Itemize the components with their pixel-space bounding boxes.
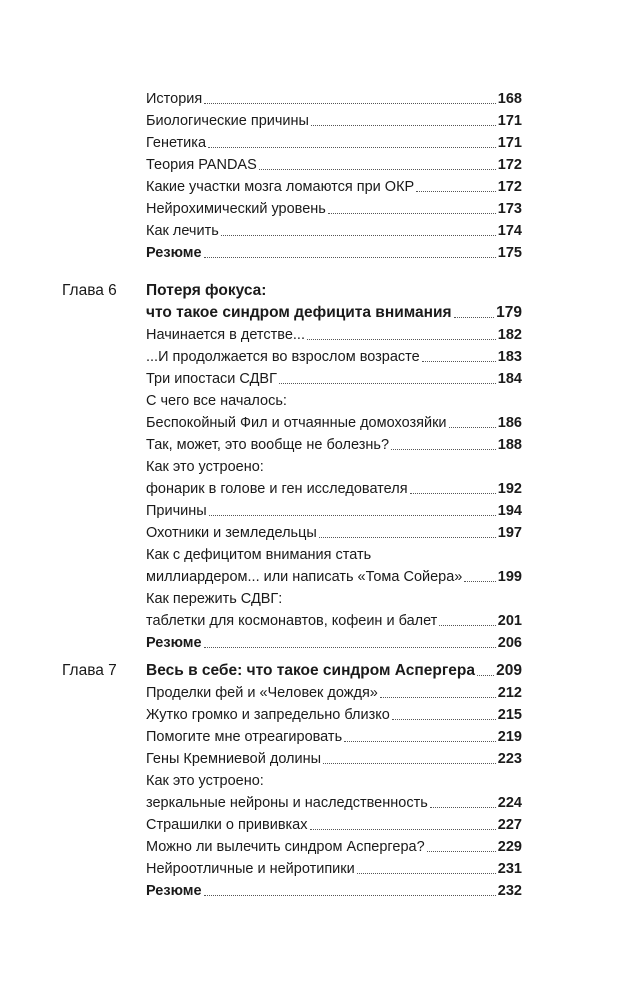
entry-title: Какие участки мозга ломаются при ОКР	[146, 179, 415, 195]
toc-entry	[146, 608, 522, 630]
entry-title: фонарик в голове и ген исследователя	[146, 481, 408, 497]
entry-page: 168	[497, 91, 522, 107]
entry-title: Как лечить	[146, 223, 219, 239]
entry-page: 209	[496, 662, 522, 679]
toc-entry	[146, 790, 522, 812]
toc-entry	[146, 702, 522, 724]
entry-title: Страшилки о прививках	[146, 817, 308, 833]
entry-title: Можно ли вылечить синдром Аспергера?	[146, 839, 425, 855]
entry-title: Так, может, это вообще не болезнь?	[146, 437, 390, 453]
dot-leader	[357, 873, 496, 874]
entry-title: Резюме	[146, 635, 202, 651]
entry-page: 227	[497, 817, 522, 833]
entry-title: Жутко громко и запредельно близко	[146, 707, 390, 723]
dot-leader	[221, 235, 496, 236]
entry-title: Охотники и земледельцы	[146, 525, 317, 541]
dot-leader	[464, 581, 495, 582]
toc-entry	[146, 130, 522, 152]
entry-title: Как это устроено:	[146, 459, 264, 475]
toc-entry	[146, 174, 522, 196]
toc-entry	[146, 388, 522, 410]
toc-entry	[146, 856, 522, 878]
entry-page: 215	[497, 707, 522, 723]
dot-leader	[391, 449, 496, 450]
dot-leader	[328, 213, 496, 214]
toc-entry	[146, 152, 522, 174]
entry-page: 171	[497, 113, 522, 129]
toc-entry	[146, 680, 522, 702]
entry-page: 172	[497, 157, 522, 173]
entry-page: 192	[497, 481, 522, 497]
entry-page: 229	[497, 839, 522, 855]
entry-page: 173	[497, 201, 522, 217]
entry-title: миллиардером... или написать «Тома Сойера»	[146, 569, 463, 585]
dot-leader	[454, 317, 495, 318]
entry-title: Биологические причины	[146, 113, 309, 129]
entry-page: 174	[497, 223, 522, 239]
dot-leader	[422, 361, 496, 362]
entry-title: Помогите мне отреагировать	[146, 729, 343, 745]
dot-leader	[439, 625, 495, 626]
chapter-title: что такое синдром дефицита внимания	[146, 304, 452, 321]
toc-entry	[146, 108, 522, 130]
dot-leader	[208, 147, 496, 148]
entry-page: 175	[497, 245, 522, 261]
toc-entry	[146, 746, 522, 768]
toc-entry	[146, 476, 522, 498]
dot-leader	[392, 719, 496, 720]
entry-title: ...И продолжается во взрослом возрасте	[146, 349, 420, 365]
dot-leader	[279, 383, 496, 384]
entry-title: Проделки фей и «Человек дождя»	[146, 685, 378, 701]
dot-leader	[416, 191, 496, 192]
entry-page: 186	[497, 415, 522, 431]
entry-title: Как с дефицитом внимания стать	[146, 547, 372, 563]
entry-page: 172	[497, 179, 522, 195]
entry-title: Резюме	[146, 883, 202, 899]
toc-entry	[146, 812, 522, 834]
entry-page: 199	[497, 569, 522, 585]
entry-title: История	[146, 91, 203, 107]
entry-title: Три ипостаси СДВГ	[146, 371, 277, 387]
toc-entry	[146, 86, 522, 108]
entry-title: Причины	[146, 503, 207, 519]
entry-title: Начинается в детстве...	[146, 327, 305, 343]
entry-page: 183	[497, 349, 522, 365]
chapter-title: Потеря фокуса:	[146, 282, 267, 299]
entry-title: Гены Кремниевой долины	[146, 751, 322, 767]
toc-entry	[146, 498, 522, 520]
dot-leader	[344, 741, 496, 742]
toc-entry	[146, 454, 522, 476]
entry-page: 223	[497, 751, 522, 767]
entry-title: Беспокойный Фил и отчаянные домохозяйки	[146, 415, 447, 431]
toc-entry	[146, 586, 522, 608]
chapter-label: Глава 7	[62, 662, 117, 679]
toc-entry	[146, 542, 522, 564]
entry-title: Резюме	[146, 245, 202, 261]
entry-page: 201	[497, 613, 522, 629]
toc-entry-summary	[146, 878, 522, 900]
entry-title: Как это устроено:	[146, 773, 264, 789]
chapter-title-line	[146, 658, 522, 680]
entry-title: Нейроотличные и нейротипики	[146, 861, 355, 877]
toc-entry-summary	[146, 240, 522, 262]
toc-entry	[146, 768, 522, 790]
toc-entry	[146, 724, 522, 746]
entry-page: 219	[497, 729, 522, 745]
toc-entry-summary	[146, 630, 522, 652]
dot-leader	[477, 675, 494, 676]
entry-page: 206	[497, 635, 522, 651]
entry-title: С чего все началось:	[146, 393, 287, 409]
entry-page: 194	[497, 503, 522, 519]
entry-title: зеркальные нейроны и наследственность	[146, 795, 428, 811]
dot-leader	[410, 493, 496, 494]
chapter-title-line	[146, 278, 522, 300]
entry-page: 184	[497, 371, 522, 387]
toc-entry	[146, 432, 522, 454]
entry-page: 171	[497, 135, 522, 151]
dot-leader	[259, 169, 496, 170]
dot-leader	[427, 851, 496, 852]
dot-leader	[311, 125, 496, 126]
entry-page: 232	[497, 883, 522, 899]
chapter-label: Глава 6	[62, 282, 117, 299]
dot-leader	[319, 537, 496, 538]
entry-page: 197	[497, 525, 522, 541]
dot-leader	[307, 339, 496, 340]
toc-entry	[146, 366, 522, 388]
entry-title: Теория PANDAS	[146, 157, 257, 173]
dot-leader	[204, 103, 496, 104]
dot-leader	[310, 829, 496, 830]
entry-page: 212	[497, 685, 522, 701]
dot-leader	[449, 427, 496, 428]
toc-entry	[146, 564, 522, 586]
toc-entry	[146, 218, 522, 240]
dot-leader	[323, 763, 496, 764]
toc-entry	[146, 410, 522, 432]
entry-page: 231	[497, 861, 522, 877]
toc-entry	[146, 196, 522, 218]
toc-entry	[146, 520, 522, 542]
dot-leader	[430, 807, 496, 808]
entry-page: 182	[497, 327, 522, 343]
dot-leader	[380, 697, 496, 698]
entry-title: Нейрохимический уровень	[146, 201, 326, 217]
toc-entry	[146, 834, 522, 856]
entry-title: таблетки для космонавтов, кофеин и балет	[146, 613, 438, 629]
chapter-title: Весь в себе: что такое синдром Аспергера	[146, 662, 475, 679]
entry-title: Как пережить СДВГ:	[146, 591, 283, 607]
dot-leader	[204, 647, 496, 648]
dot-leader	[204, 895, 496, 896]
dot-leader	[204, 257, 496, 258]
entry-title: Генетика	[146, 135, 207, 151]
entry-page: 224	[497, 795, 522, 811]
entry-page: 188	[497, 437, 522, 453]
toc-entry	[146, 344, 522, 366]
entry-page: 179	[496, 304, 522, 321]
toc-entry	[146, 322, 522, 344]
dot-leader	[209, 515, 496, 516]
chapter-title-line	[146, 300, 522, 322]
